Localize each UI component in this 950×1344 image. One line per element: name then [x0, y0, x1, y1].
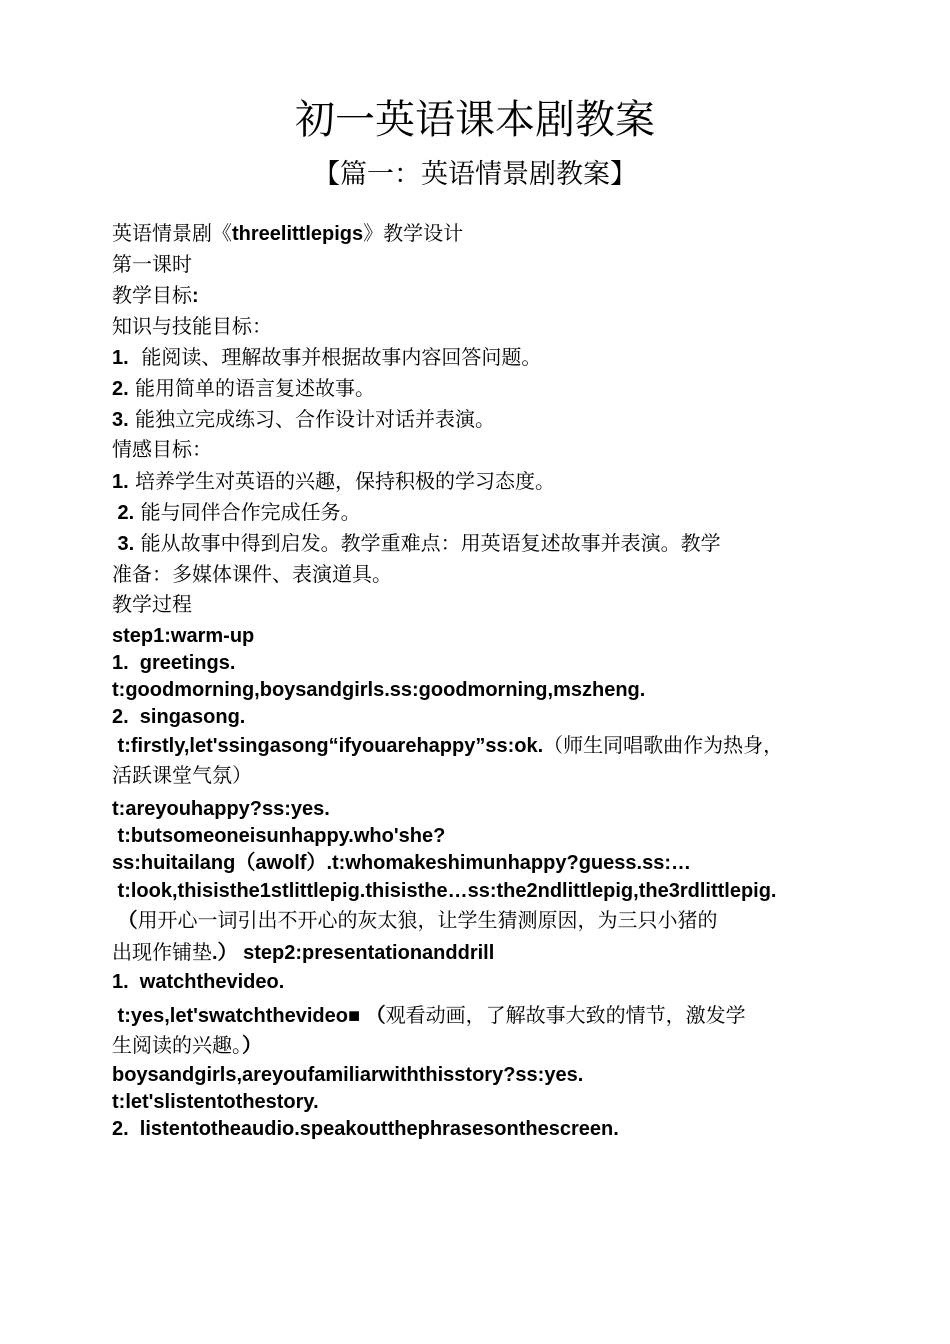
text-segment: t:areyouhappy?ss:yes. — [112, 798, 330, 820]
list-item — [112, 530, 842, 558]
dialogue-line — [112, 677, 842, 704]
text-segment: step1:warm-up — [112, 625, 255, 647]
text-segment: t:firstly,let'ssingasong“ifyouarehappy”ss:ok. — [112, 735, 544, 757]
text-segment: 1. greetings. — [112, 652, 236, 674]
text-line — [112, 220, 842, 248]
text-segment: 出现作铺垫 — [112, 940, 212, 964]
text-segment: threelittlepigs — [232, 223, 364, 245]
list-item — [112, 650, 842, 677]
text-segment: : — [192, 285, 199, 307]
text-segment: ss:huitailang（awolf）.t:whomakeshimunhappy?guess.ss:… — [112, 852, 691, 874]
step-heading — [112, 623, 842, 650]
text-line — [112, 313, 842, 341]
list-item — [112, 1116, 842, 1143]
text-segment: ） — [242, 1035, 262, 1057]
text-segment: 1. watchthevideo. — [112, 971, 285, 993]
list-item — [112, 406, 842, 434]
list-item — [112, 499, 842, 527]
list-item — [112, 468, 842, 496]
text-segment: 能从故事中得到启发。教学重难点：用英语复述故事并表演。教学 — [134, 531, 721, 555]
text-segment: 准备：多媒体课件、表演道具。 — [112, 562, 392, 586]
list-number: 1. — [112, 471, 129, 493]
text-segment: 生阅读的兴趣。 — [112, 1033, 242, 1057]
list-number: 3. — [112, 409, 129, 431]
text-line — [112, 282, 842, 310]
dialogue-line — [112, 1062, 842, 1089]
text-segment: 知识与技能目标： — [112, 314, 272, 338]
text-segment: 活跃课堂气氛） — [112, 763, 252, 787]
dialogue-line — [112, 878, 842, 905]
text-line — [112, 436, 842, 464]
list-item — [112, 375, 842, 403]
text-segment: 教学过程 — [112, 592, 192, 616]
text-segment: 2. listentotheaudio.speakoutthephrasesonthescreen. — [112, 1118, 619, 1140]
text-segment: 第一课时 — [112, 252, 192, 276]
dialogue-line — [112, 1002, 842, 1030]
text-segment: 能独立完成练习、合作设计对话并表演。 — [128, 407, 496, 431]
text-segment: 2. singasong. — [112, 706, 246, 728]
text-segment: （师生同唱歌曲作为热身， — [543, 733, 784, 757]
dialogue-line — [112, 732, 842, 760]
text-line — [112, 762, 842, 790]
list-number: 1. — [112, 347, 129, 369]
text-segment: 》教学设计 — [363, 221, 464, 245]
text-segment: t:goodmorning,boysandgirls.ss:goodmorning,mszheng. — [112, 679, 646, 701]
text-line — [112, 939, 842, 967]
text-segment: 能与同伴合作完成任务。 — [134, 500, 361, 524]
text-segment: 情感目标： — [112, 437, 212, 461]
text-segment: t:butsomeoneisunhappy.who'she? — [112, 825, 446, 847]
text-segment: 培养学生对英语的兴趣，保持积极的学习态度。 — [128, 469, 556, 493]
page-title: 初一英语课本剧教案 — [295, 97, 655, 143]
list-number: 2. — [112, 502, 135, 524]
text-line — [112, 561, 842, 589]
text-segment: .） step2:presentationanddrill — [212, 942, 495, 964]
text-segment: 英语情景剧《 — [112, 221, 232, 245]
list-number: 3. — [112, 533, 135, 555]
text-segment: 能阅读、理解故事并根据故事内容回答问题。 — [128, 345, 542, 369]
dialogue-line — [112, 796, 842, 823]
list-number: 2. — [112, 378, 129, 400]
text-line — [112, 251, 842, 279]
dialogue-line — [112, 850, 842, 877]
list-item — [112, 344, 842, 372]
text-line — [112, 591, 842, 619]
text-segment: 能用简单的语言复述故事。 — [128, 376, 376, 400]
list-item — [112, 969, 842, 996]
text-line — [112, 907, 842, 935]
dialogue-line — [112, 823, 842, 850]
text-segment: 用开心一词引出不开心的灰太狼，让学生猜测原因，为三只小猪的 — [137, 908, 718, 932]
dialogue-line — [112, 1089, 842, 1116]
text-segment: 观看动画，了解故事大致的情节，激发学 — [385, 1003, 746, 1027]
list-item — [112, 704, 842, 731]
text-segment: t:let'slistentothestory. — [112, 1091, 319, 1113]
text-segment: （ — [112, 910, 138, 932]
text-line — [112, 1032, 842, 1060]
text-segment: 教学目标 — [112, 283, 192, 307]
text-segment: t:look,thisisthe1stlittlepig.thisisthe…ss:the2ndlittlepig,the3rdlittlepig. — [112, 880, 777, 902]
text-segment: t:yes,let'swatchthevideo■ （ — [112, 1005, 386, 1027]
section-heading: 【篇一：英语情景剧教案】 — [313, 159, 637, 190]
text-segment: boysandgirls,areyoufamiliarwiththisstory?ss:yes. — [112, 1064, 584, 1086]
